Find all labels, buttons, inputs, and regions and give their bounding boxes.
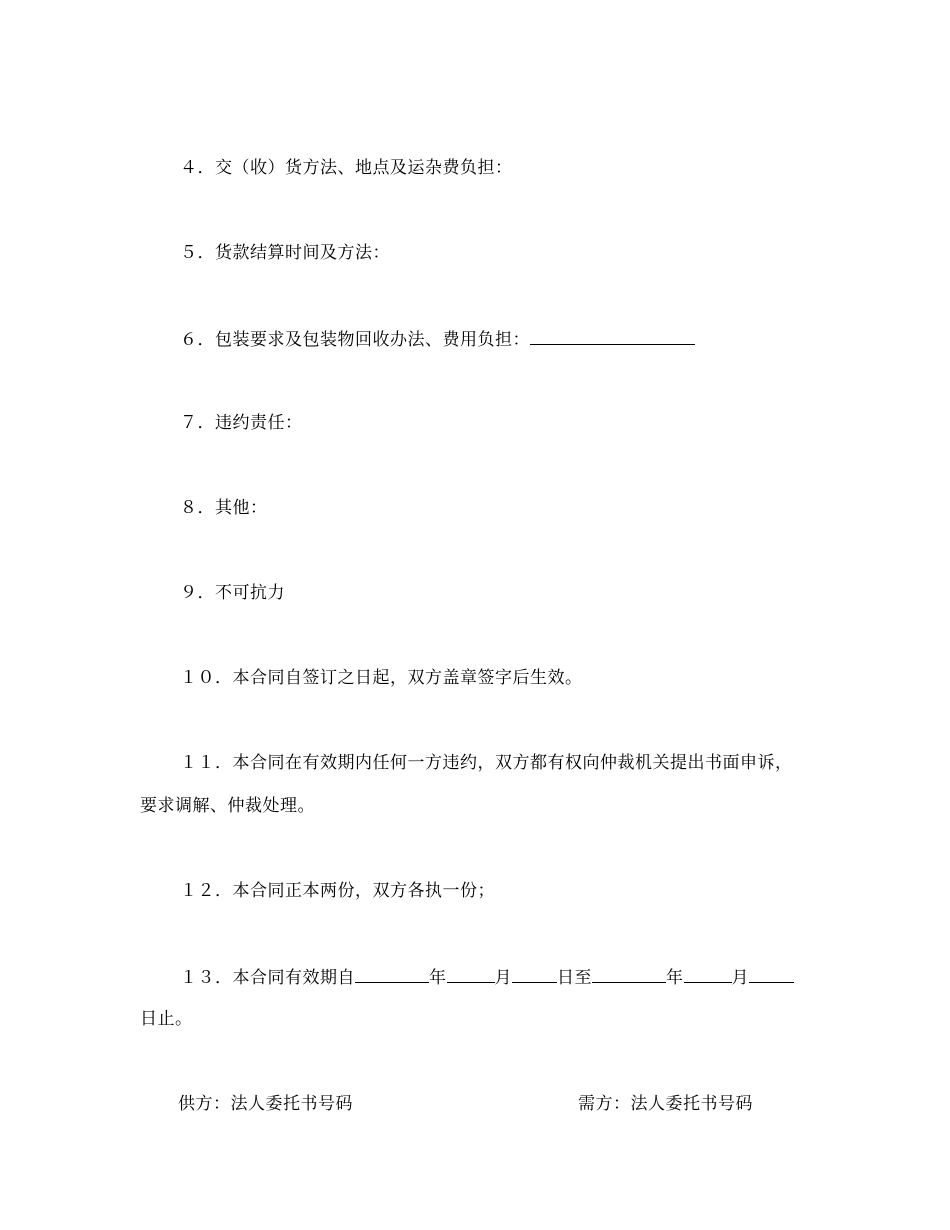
end-day-blank [749, 966, 794, 983]
end-year-blank [592, 966, 666, 983]
clause-10: １０．本合同自签订之日起，双方盖章签字后生效。 [180, 668, 583, 688]
start-month-blank [447, 966, 495, 983]
buyer-signature: 需方：法人委托书号码 [578, 1094, 753, 1114]
clause-12: １２．本合同正本两份，双方各执一份； [180, 881, 495, 901]
end-month-label: 月 [731, 968, 749, 988]
end-year-label: 年 [666, 968, 684, 988]
start-day-blank [512, 966, 557, 983]
end-month-blank [684, 966, 732, 983]
clause-5: ５．货款结算时间及方法： [180, 243, 390, 263]
clause-13-line1 [180, 966, 794, 988]
clause-8: ８．其他： [180, 498, 268, 518]
clause-11-line2: 要求调解、仲裁处理。 [140, 796, 315, 816]
clause-9: ９．不可抗力 [180, 583, 285, 603]
supplier-signature: 供方：法人委托书号码 [178, 1094, 353, 1114]
clause-6-text: ６．包装要求及包装物回收办法、费用负担： [180, 330, 530, 350]
clause-6-blank [530, 328, 695, 345]
clause-4: ４．交（收）货方法、地点及运杂费负担： [180, 158, 513, 178]
clause-13-prefix: １３．本合同有效期自 [180, 968, 355, 988]
start-year-label: 年 [429, 968, 447, 988]
clause-7: ７．违约责任： [180, 413, 303, 433]
start-month-label: 月 [494, 968, 512, 988]
clause-6 [180, 328, 695, 350]
clause-13-line2: 日止。 [140, 1009, 193, 1029]
start-year-blank [355, 966, 429, 983]
clause-11-line1: １１．本合同在有效期内任何一方违约，双方都有权向仲裁机关提出书面申诉， [180, 753, 793, 773]
start-day-to-label: 日至 [557, 968, 592, 988]
